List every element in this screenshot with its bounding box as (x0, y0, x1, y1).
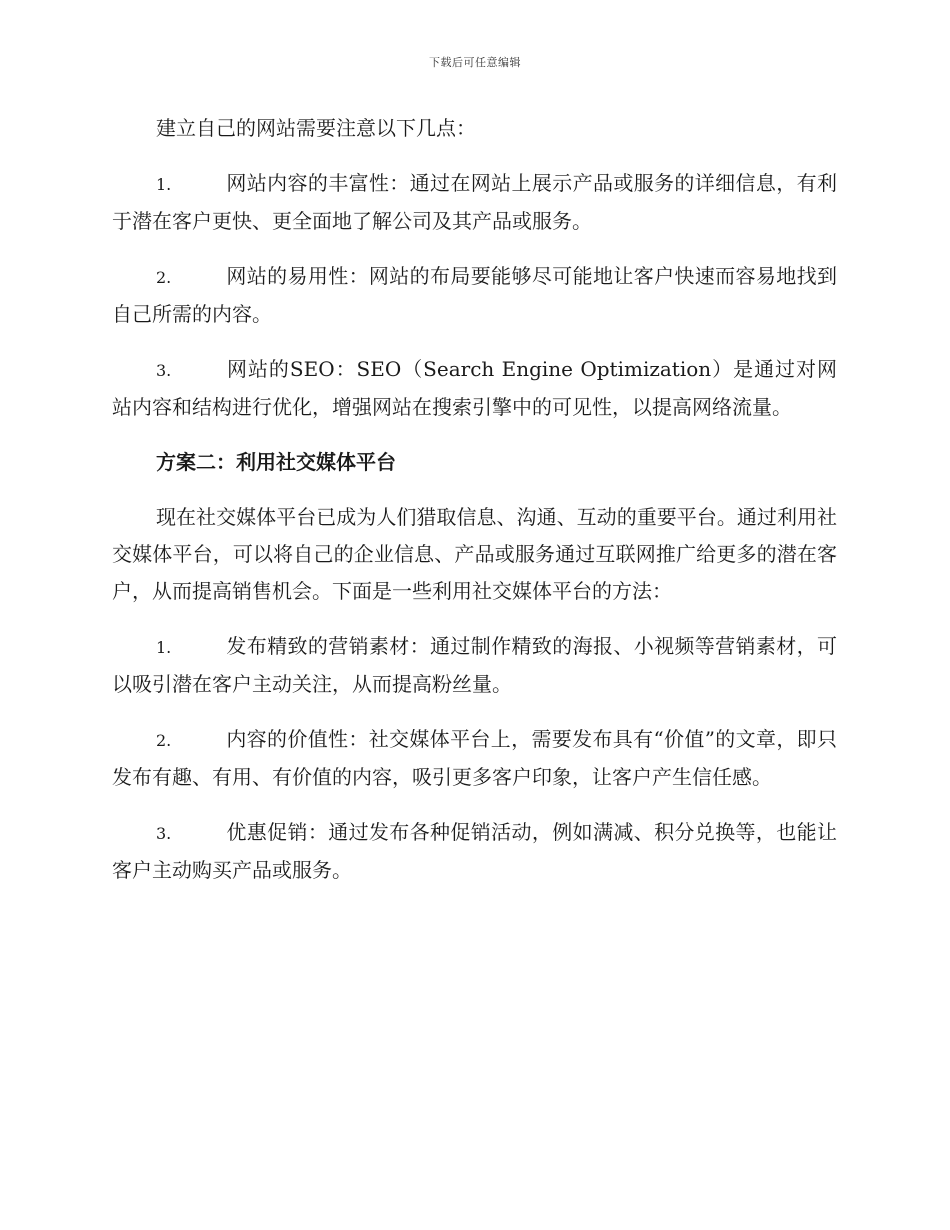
list-text: 优惠促销：通过发布各种促销活动，例如满减、积分兑换等，也能让客户主动购买产品或服务。 (112, 820, 837, 882)
document-body (112, 110, 837, 907)
list-item (112, 165, 837, 240)
list-number: 3. (156, 361, 172, 380)
list-text: 网站的易用性：网站的布局要能够尽可能地让客户快速而容易地找到自己所需的内容。 (112, 264, 837, 326)
list-number: 2. (156, 731, 172, 750)
list-number: 2. (156, 268, 172, 287)
header-note: 下载后可任意编辑 (429, 56, 521, 69)
list-item (112, 628, 837, 703)
list-number: 1. (156, 175, 172, 194)
section2-intro: 现在社交媒体平台已成为人们猎取信息、沟通、互动的重要平台。通过利用社交媒体平台，可以将自己的企业信息、产品或服务通过互联网推广给更多的潜在客户，从而提高销售机会。下面是一些利用社交媒体平台的方法： (112, 505, 837, 603)
section1-intro: 建立自己的网站需要注意以下几点： (156, 116, 476, 140)
list-number: 1. (156, 638, 172, 657)
list-number: 3. (156, 824, 172, 843)
list-item (112, 814, 837, 889)
list-item (112, 351, 837, 426)
list-item (112, 721, 837, 796)
list-text: 内容的价值性：社交媒体平台上，需要发布具有“价值”的文章，即只发布有趣、有用、有价值的内容，吸引更多客户印象，让客户产生信任感。 (112, 727, 837, 789)
list-text: 网站内容的丰富性：通过在网站上展示产品或服务的详细信息，有利于潜在客户更快、更全面地了解公司及其产品或服务。 (112, 171, 837, 233)
list-text: 网站的SEO：SEO（Search Engine Optimization）是通过对网站内容和结构进行优化，增强网站在搜索引擎中的可见性，以提高网络流量。 (112, 357, 837, 419)
section2-heading: 方案二：利用社交媒体平台 (156, 450, 396, 474)
list-item (112, 258, 837, 333)
list-text: 发布精致的营销素材：通过制作精致的海报、小视频等营销素材，可以吸引潜在客户主动关注，从而提高粉丝量。 (112, 634, 837, 696)
